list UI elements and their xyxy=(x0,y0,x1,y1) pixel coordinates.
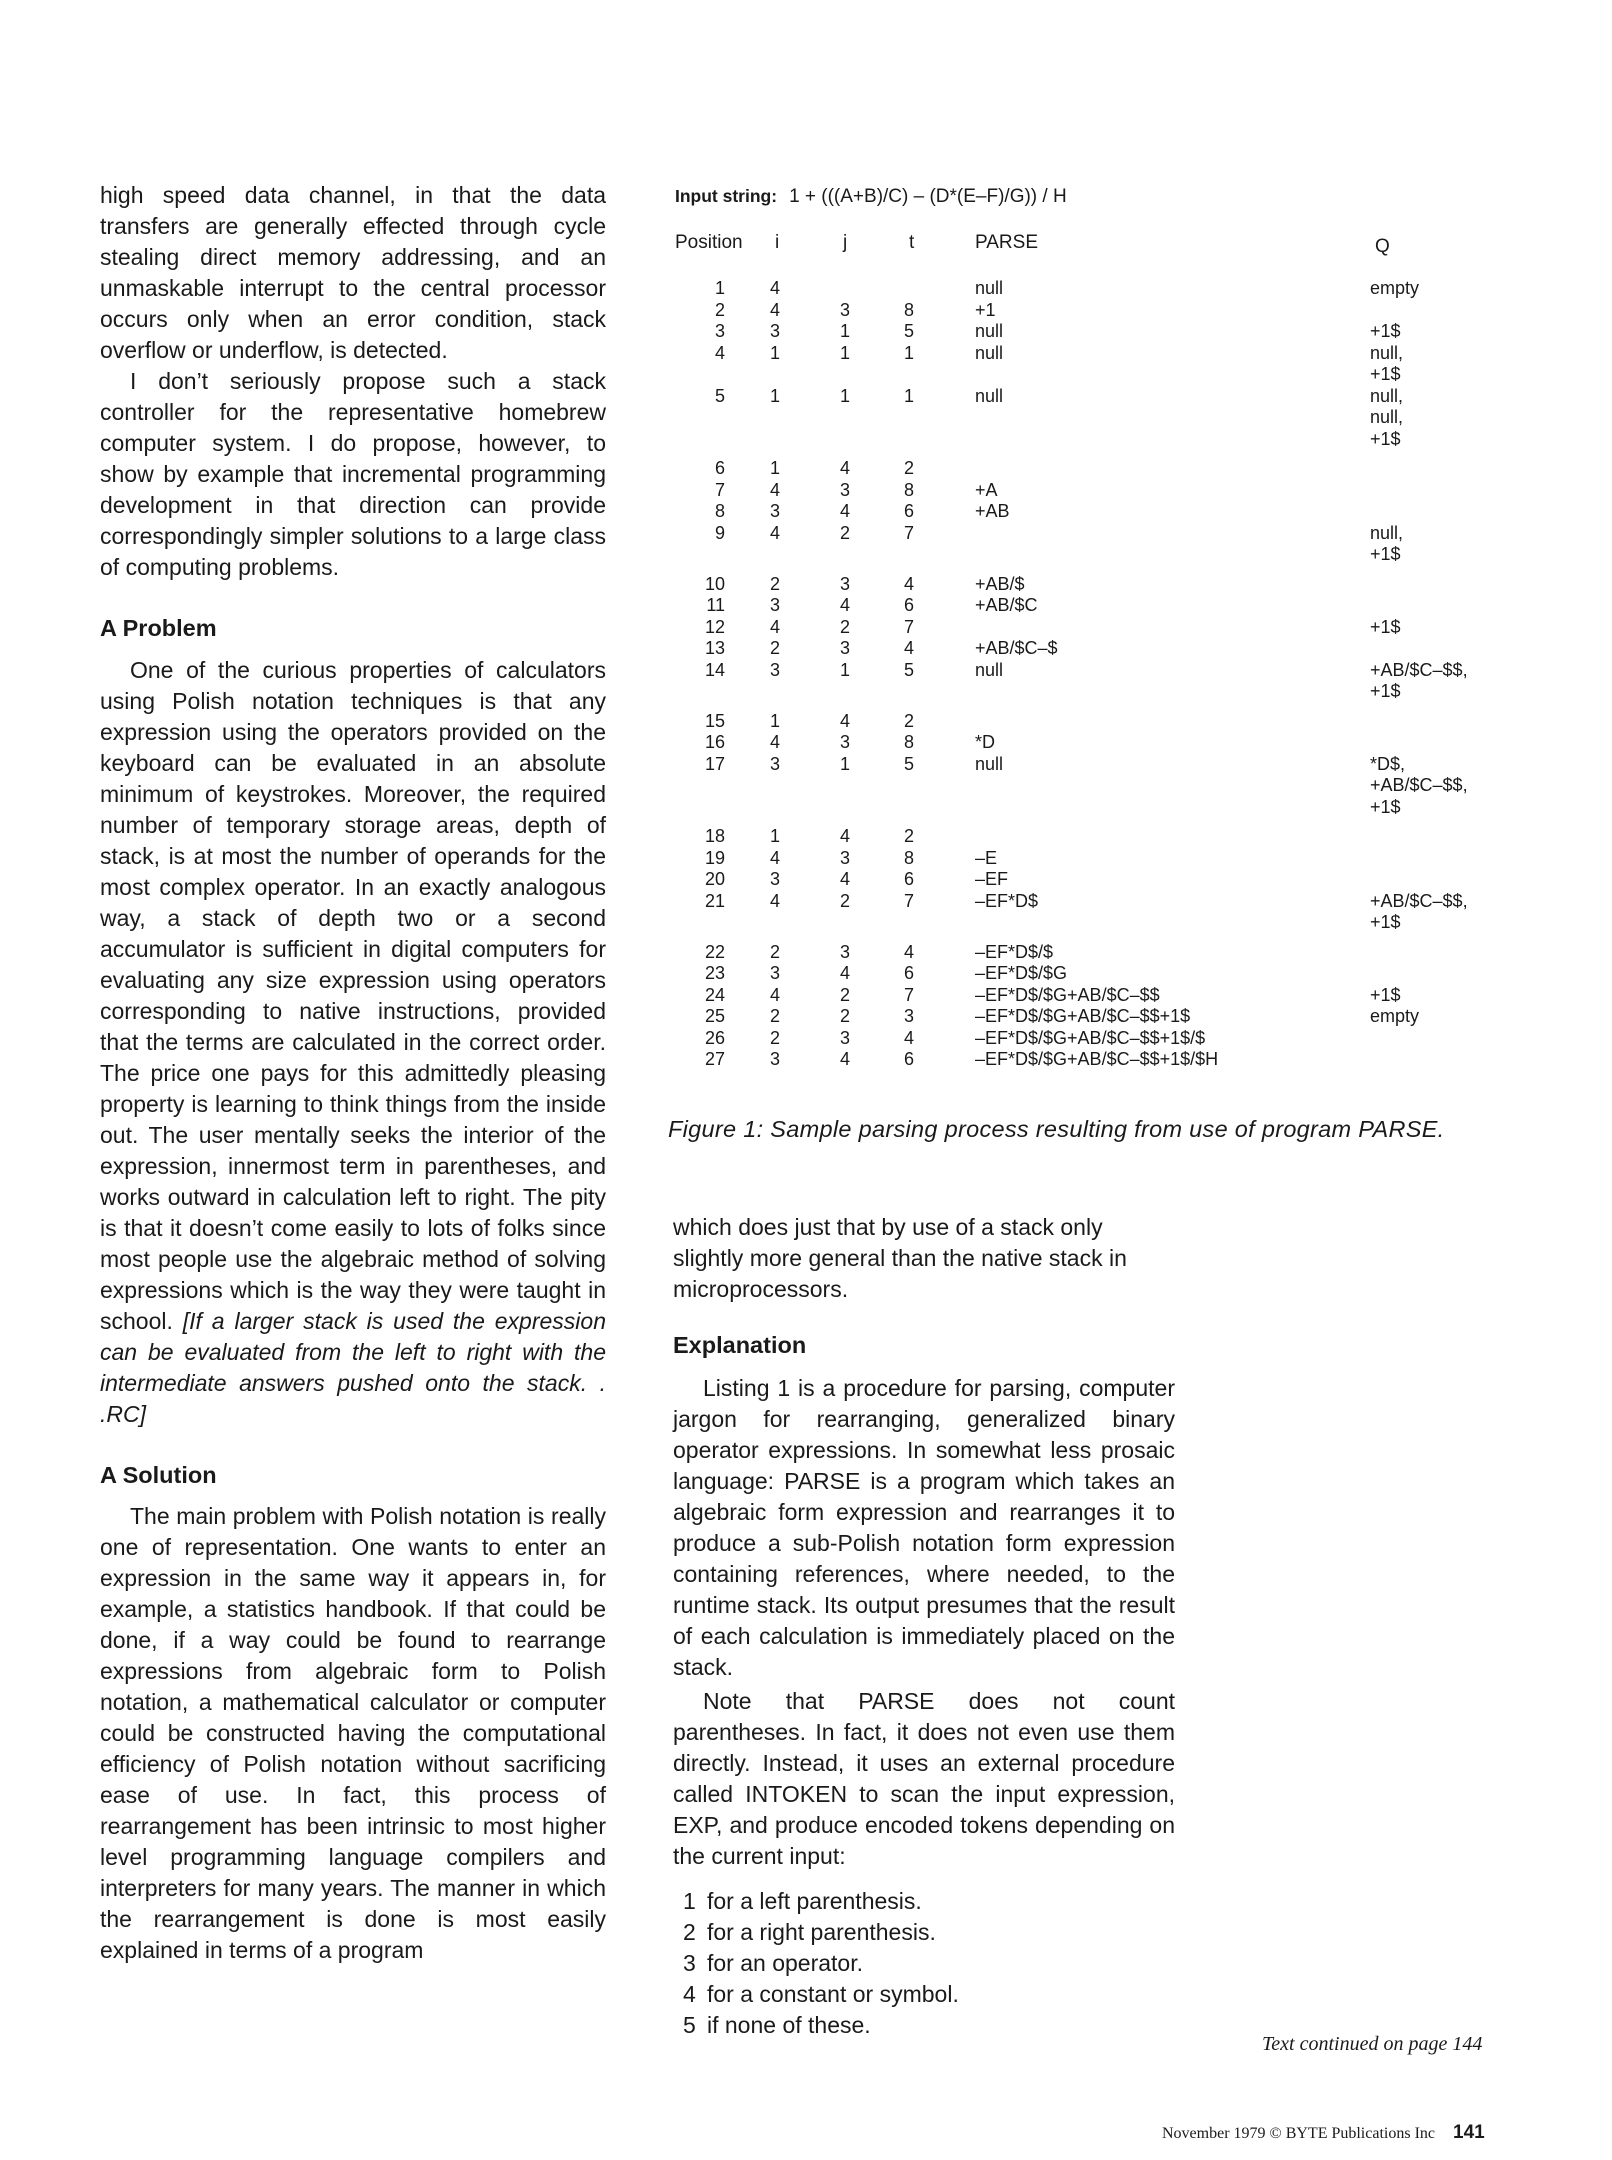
table-row xyxy=(675,386,1545,408)
table-row xyxy=(675,501,1545,523)
cell-q: +1$ xyxy=(1370,912,1401,932)
cell-i: 4 xyxy=(770,984,781,1005)
list-item-text: if none of these. xyxy=(707,2012,871,2038)
cell-parse: +AB/$ xyxy=(975,573,1025,594)
left-paragraph-2: I don’t seriously propose such a stack controller for the representative homebrew computer system. I do propose, however, to show by example that incremental programming development in that direction can provide correspondingly simpler solutions to a large class of computing problems. xyxy=(100,368,606,580)
cell-parse: null xyxy=(975,278,1004,298)
table-row xyxy=(675,660,1545,682)
table-row xyxy=(675,681,1545,703)
cell-j: 4 xyxy=(840,458,851,478)
cell-parse: –EF*D$ xyxy=(975,890,1039,911)
cell-position: 7 xyxy=(714,479,725,500)
cell-parse: +A xyxy=(975,479,998,500)
token-list xyxy=(673,1886,1175,2041)
right-paragraph-3: Note that PARSE does not count parentheses. In fact, it does not even use them directly. Instead, it uses an external procedure called INTOKEN to scan the input expression, EXP, and produce encoded tokens depending on the current input: xyxy=(673,1688,1175,1869)
cell-i: 3 xyxy=(770,963,781,983)
cell-position: 24 xyxy=(704,984,725,1005)
page-footer xyxy=(1162,2122,1485,2144)
cell-j: 3 xyxy=(840,573,851,594)
cell-i: 2 xyxy=(770,1027,781,1048)
header-parse: PARSE xyxy=(975,232,1039,253)
cell-j: 4 xyxy=(840,826,851,846)
table-row xyxy=(675,278,1545,300)
cell-i: 2 xyxy=(770,941,781,962)
cell-parse: null xyxy=(975,659,1004,680)
cell-q: +1$ xyxy=(1370,364,1401,384)
cell-parse: +AB/$C xyxy=(975,595,1038,615)
cell-j: 3 xyxy=(840,638,851,658)
cell-position: 9 xyxy=(714,522,725,543)
table-row xyxy=(675,364,1545,386)
right-column xyxy=(673,1212,1175,2041)
cell-i: 2 xyxy=(770,1006,781,1026)
list-item-text: for a left parenthesis. xyxy=(707,1888,922,1914)
cell-j: 1 xyxy=(840,659,851,680)
cell-t: 8 xyxy=(904,479,915,500)
cell-j: 1 xyxy=(840,321,851,341)
cell-i: 3 xyxy=(770,321,781,341)
continued-note: Text continued on page 144 xyxy=(1262,2033,1483,2055)
cell-t: 8 xyxy=(904,732,915,752)
list-item xyxy=(673,1886,1175,1917)
table-row xyxy=(675,574,1545,596)
cell-j: 1 xyxy=(840,753,851,774)
header-i: i xyxy=(775,232,780,253)
cell-parse: –EF xyxy=(975,869,1009,889)
cell-t: 7 xyxy=(904,984,915,1005)
cell-position: 20 xyxy=(704,869,725,889)
cell-t: 5 xyxy=(904,753,915,774)
list-item-number: 5 xyxy=(683,2012,696,2038)
cell-q: *D$, xyxy=(1370,753,1406,774)
cell-parse: –EF*D$/$G+AB/$C–$$ xyxy=(975,984,1160,1005)
cell-j: 2 xyxy=(840,984,851,1005)
cell-j: 2 xyxy=(840,616,851,637)
cell-t: 3 xyxy=(904,1006,915,1026)
cell-position: 21 xyxy=(704,890,725,911)
table-row xyxy=(675,711,1545,733)
table-body xyxy=(675,278,1545,1071)
list-item-text: for a right parenthesis. xyxy=(707,1919,936,1945)
cell-position: 8 xyxy=(714,501,725,521)
cell-position: 18 xyxy=(704,826,725,846)
cell-position: 5 xyxy=(714,385,725,406)
list-item-text: for a constant or symbol. xyxy=(707,1981,959,2007)
figure-caption: Figure 1: Sample parsing process resulting from use of program PARSE. xyxy=(668,1116,1445,1142)
cell-q: +AB/$C–$$, xyxy=(1370,890,1468,911)
header-t: t xyxy=(909,232,915,253)
cell-t: 4 xyxy=(904,573,915,594)
heading-a-problem: A Problem xyxy=(100,615,217,641)
cell-t: 8 xyxy=(904,299,915,320)
cell-position: 3 xyxy=(714,321,725,341)
list-item-number: 2 xyxy=(683,1919,696,1945)
cell-t: 6 xyxy=(904,869,915,889)
list-item xyxy=(673,1979,1175,2010)
cell-position: 26 xyxy=(704,1027,725,1048)
table-row xyxy=(675,544,1545,566)
cell-i: 2 xyxy=(770,573,781,594)
page-number: 141 xyxy=(1453,2122,1485,2143)
cell-i: 4 xyxy=(770,278,781,298)
heading-explanation: Explanation xyxy=(673,1332,807,1358)
cell-j: 4 xyxy=(840,869,851,889)
cell-parse: null xyxy=(975,321,1004,341)
left-paragraph-1: high speed data channel, in that the data transfers are generally effected through cycle stealing direct memory addressing, and an unmaskable interrupt to the central processor occurs only when an error condition, stack overflow or underflow, is detected. xyxy=(100,182,606,363)
cell-i: 1 xyxy=(770,342,781,363)
cell-t: 5 xyxy=(904,321,915,341)
list-item-number: 3 xyxy=(683,1950,696,1976)
table-row xyxy=(675,343,1545,365)
cell-j: 4 xyxy=(840,710,851,731)
table-row xyxy=(675,300,1545,322)
cell-q: +AB/$C–$$, xyxy=(1370,659,1468,680)
cell-j: 4 xyxy=(840,595,851,615)
heading-a-solution: A Solution xyxy=(100,1462,217,1488)
cell-i: 3 xyxy=(770,659,781,680)
cell-parse: –EF*D$/$G+AB/$C–$$+1$/$ xyxy=(975,1027,1206,1048)
list-item xyxy=(673,1948,1175,1979)
cell-i: 3 xyxy=(770,869,781,889)
cell-position: 25 xyxy=(704,1006,725,1026)
cell-parse: –EF*D$/$ xyxy=(975,941,1054,962)
table-row xyxy=(675,429,1545,451)
table-row xyxy=(675,942,1545,964)
cell-position: 19 xyxy=(704,847,725,868)
cell-t: 7 xyxy=(904,522,915,543)
cell-position: 16 xyxy=(704,732,725,752)
cell-position: 1 xyxy=(714,278,725,298)
cell-i: 3 xyxy=(770,501,781,521)
cell-position: 15 xyxy=(704,710,725,731)
table-row xyxy=(675,1028,1545,1050)
table-row xyxy=(675,869,1545,891)
cell-t: 4 xyxy=(904,941,915,962)
cell-i: 1 xyxy=(770,826,781,846)
cell-t: 7 xyxy=(904,616,915,637)
cell-j: 1 xyxy=(840,385,851,406)
header-q: Q xyxy=(1375,236,1390,257)
cell-q: null, xyxy=(1370,522,1404,543)
cell-i: 3 xyxy=(770,595,781,615)
cell-j: 2 xyxy=(840,890,851,911)
table-row xyxy=(675,775,1545,797)
cell-position: 22 xyxy=(704,941,725,962)
cell-j: 2 xyxy=(840,1006,851,1026)
table-row xyxy=(675,638,1545,660)
cell-q: +1$ xyxy=(1370,428,1401,449)
cell-position: 27 xyxy=(704,1049,725,1069)
list-item xyxy=(673,1917,1175,1948)
cell-parse: –EF*D$/$G+AB/$C–$$+1$ xyxy=(975,1006,1191,1026)
cell-q: +1$ xyxy=(1370,616,1401,637)
cell-position: 12 xyxy=(704,616,725,637)
cell-t: 6 xyxy=(904,501,915,521)
cell-parse: null xyxy=(975,342,1004,363)
table-row xyxy=(675,480,1545,502)
cell-t: 4 xyxy=(904,1027,915,1048)
cell-t: 4 xyxy=(904,638,915,658)
cell-q: null, xyxy=(1370,407,1404,427)
cell-i: 4 xyxy=(770,732,781,752)
cell-j: 3 xyxy=(840,941,851,962)
cell-i: 3 xyxy=(770,753,781,774)
list-item-text: for an operator. xyxy=(707,1950,863,1976)
cell-t: 1 xyxy=(904,385,915,406)
table-row xyxy=(675,617,1545,639)
table-row xyxy=(675,1006,1545,1028)
right-paragraph-1: which does just that by use of a stack only slightly more general than the native stack in microprocessors. xyxy=(673,1214,1127,1302)
table-row xyxy=(675,848,1545,870)
cell-position: 23 xyxy=(704,963,725,983)
cell-q: empty xyxy=(1370,278,1420,298)
cell-j: 3 xyxy=(840,479,851,500)
cell-j: 3 xyxy=(840,1027,851,1048)
cell-parse: null xyxy=(975,753,1004,774)
left-paragraph-3 xyxy=(100,655,606,1430)
cell-position: 17 xyxy=(704,753,725,774)
table-row xyxy=(675,754,1545,776)
cell-t: 6 xyxy=(904,1049,915,1069)
table-row xyxy=(675,732,1545,754)
list-item-number: 4 xyxy=(683,1981,696,2007)
cell-j: 4 xyxy=(840,963,851,983)
table-row xyxy=(675,797,1545,819)
cell-t: 5 xyxy=(904,659,915,680)
cell-position: 4 xyxy=(714,342,725,363)
list-item-number: 1 xyxy=(683,1888,696,1914)
cell-parse: +AB/$C–$ xyxy=(975,638,1058,658)
editor-note: [If a larger stack is used the expression can be evaluated from the left to right with the intermediate answers pushed onto the stack. . .RC] xyxy=(100,1308,606,1427)
cell-q: empty xyxy=(1370,1006,1420,1026)
table-row xyxy=(675,963,1545,985)
footer-credit: November 1979 © BYTE Publications Inc xyxy=(1162,2125,1435,2142)
cell-i: 4 xyxy=(770,479,781,500)
cell-q: +1$ xyxy=(1370,321,1401,341)
input-string-label: Input string: xyxy=(675,186,778,206)
table-row xyxy=(675,891,1545,913)
table-row xyxy=(675,595,1545,617)
cell-parse: –EF*D$/$G xyxy=(975,963,1068,983)
cell-j: 2 xyxy=(840,522,851,543)
cell-position: 6 xyxy=(714,458,725,478)
header-j: j xyxy=(843,232,848,253)
cell-q: null, xyxy=(1370,385,1404,406)
cell-t: 6 xyxy=(904,595,915,615)
cell-t: 2 xyxy=(904,710,915,731)
cell-i: 4 xyxy=(770,522,781,543)
cell-position: 13 xyxy=(704,638,725,658)
cell-j: 3 xyxy=(840,847,851,868)
cell-position: 14 xyxy=(704,659,725,680)
cell-q: +AB/$C–$$, xyxy=(1370,775,1468,795)
cell-position: 2 xyxy=(714,299,725,320)
cell-q: +1$ xyxy=(1370,984,1401,1005)
cell-parse: –E xyxy=(975,847,998,868)
cell-i: 4 xyxy=(770,616,781,637)
table-row xyxy=(675,1049,1545,1071)
cell-i: 1 xyxy=(770,385,781,406)
cell-i: 1 xyxy=(770,710,781,731)
cell-parse: –EF*D$/$G+AB/$C–$$+1$/$H xyxy=(975,1049,1219,1069)
table-row xyxy=(675,321,1545,343)
cell-parse: +AB xyxy=(975,501,1010,521)
cell-t: 2 xyxy=(904,826,915,846)
cell-q: +1$ xyxy=(1370,796,1401,817)
cell-t: 7 xyxy=(904,890,915,911)
cell-position: 11 xyxy=(706,595,725,615)
table-row xyxy=(675,912,1545,934)
cell-i: 4 xyxy=(770,847,781,868)
input-string-value: 1 + (((A+B)/C) – (D*(E–F)/G)) / H xyxy=(789,186,1067,207)
list-item xyxy=(673,2010,1175,2041)
right-paragraph-2: Listing 1 is a procedure for parsing, computer jargon for rearranging, generalized binary operator expressions. In somewhat less prosaic language: PARSE is a program which takes an algebraic form expression and rearranges it to produce a sub-Polish notation form expression containing references, where needed, to the runtime stack. Its output presumes that the result of each calculation is immediately placed on the stack. xyxy=(673,1375,1175,1680)
cell-parse: *D xyxy=(975,732,996,752)
table-row xyxy=(675,826,1545,848)
cell-position: 10 xyxy=(704,573,725,594)
left-column xyxy=(100,180,606,1966)
cell-j: 3 xyxy=(840,732,851,752)
cell-i: 4 xyxy=(770,299,781,320)
cell-j: 4 xyxy=(840,501,851,521)
cell-i: 3 xyxy=(770,1049,781,1069)
cell-parse: null xyxy=(975,385,1004,406)
cell-q: null, xyxy=(1370,342,1404,363)
table-row xyxy=(675,458,1545,480)
left-paragraph-4: The main problem with Polish notation is really one of representation. One wants to enter an expression in the same way it appears in, for example, a statistics handbook. If that could be done, if a way could be found to rearrange expressions from algebraic form to Polish notation, a mathematical calculator or computer could be constructed having the computational efficiency of Polish notation without sacrificing ease of use. In fact, this process of rearrangement has been intrinsic to most higher level programming language compilers and interpreters for many years. The manner in which the rearrangement is done is most easily explained in terms of a program xyxy=(100,1503,606,1963)
cell-t: 2 xyxy=(904,458,915,478)
cell-i: 2 xyxy=(770,638,781,658)
cell-j: 4 xyxy=(840,1049,851,1069)
cell-j: 1 xyxy=(840,342,851,363)
table-row xyxy=(675,985,1545,1007)
cell-t: 6 xyxy=(904,963,915,983)
cell-parse: +1 xyxy=(975,299,996,320)
cell-t: 1 xyxy=(904,342,915,363)
input-string xyxy=(675,186,1067,208)
table-row xyxy=(675,523,1545,545)
cell-j: 3 xyxy=(840,299,851,320)
left-paragraph-3-text: One of the curious properties of calculators using Polish notation techniques is that any expression using the operators provided on the keyboard can be evaluated in an absolute minimum of keystrokes. Moreover, the required number of temporary storage areas, depth of stack, is at most the number of operands for the most complex operator. In an exactly analogous way, a stack of depth two or a second accumulator is sufficient in digital computers for evaluating any size expression using operators corresponding to native instructions, provided that the terms are calculated in the correct order. The price one pays for this admittedly pleasing property is learning to think things from the inside out. The user mentally seeks the interior of the expression, innermost term in parentheses, and works outward in calculation left to right. The pity is that it doesn’t come easily to lots of folks since most people use the algebraic method of solving expressions which is the way they were taught in school. xyxy=(100,657,606,1334)
header-position: Position xyxy=(675,232,743,253)
cell-i: 4 xyxy=(770,890,781,911)
cell-i: 1 xyxy=(770,458,781,478)
cell-t: 8 xyxy=(904,847,915,868)
cell-q: +1$ xyxy=(1370,681,1401,701)
cell-q: +1$ xyxy=(1370,544,1401,564)
table-row xyxy=(675,407,1545,429)
